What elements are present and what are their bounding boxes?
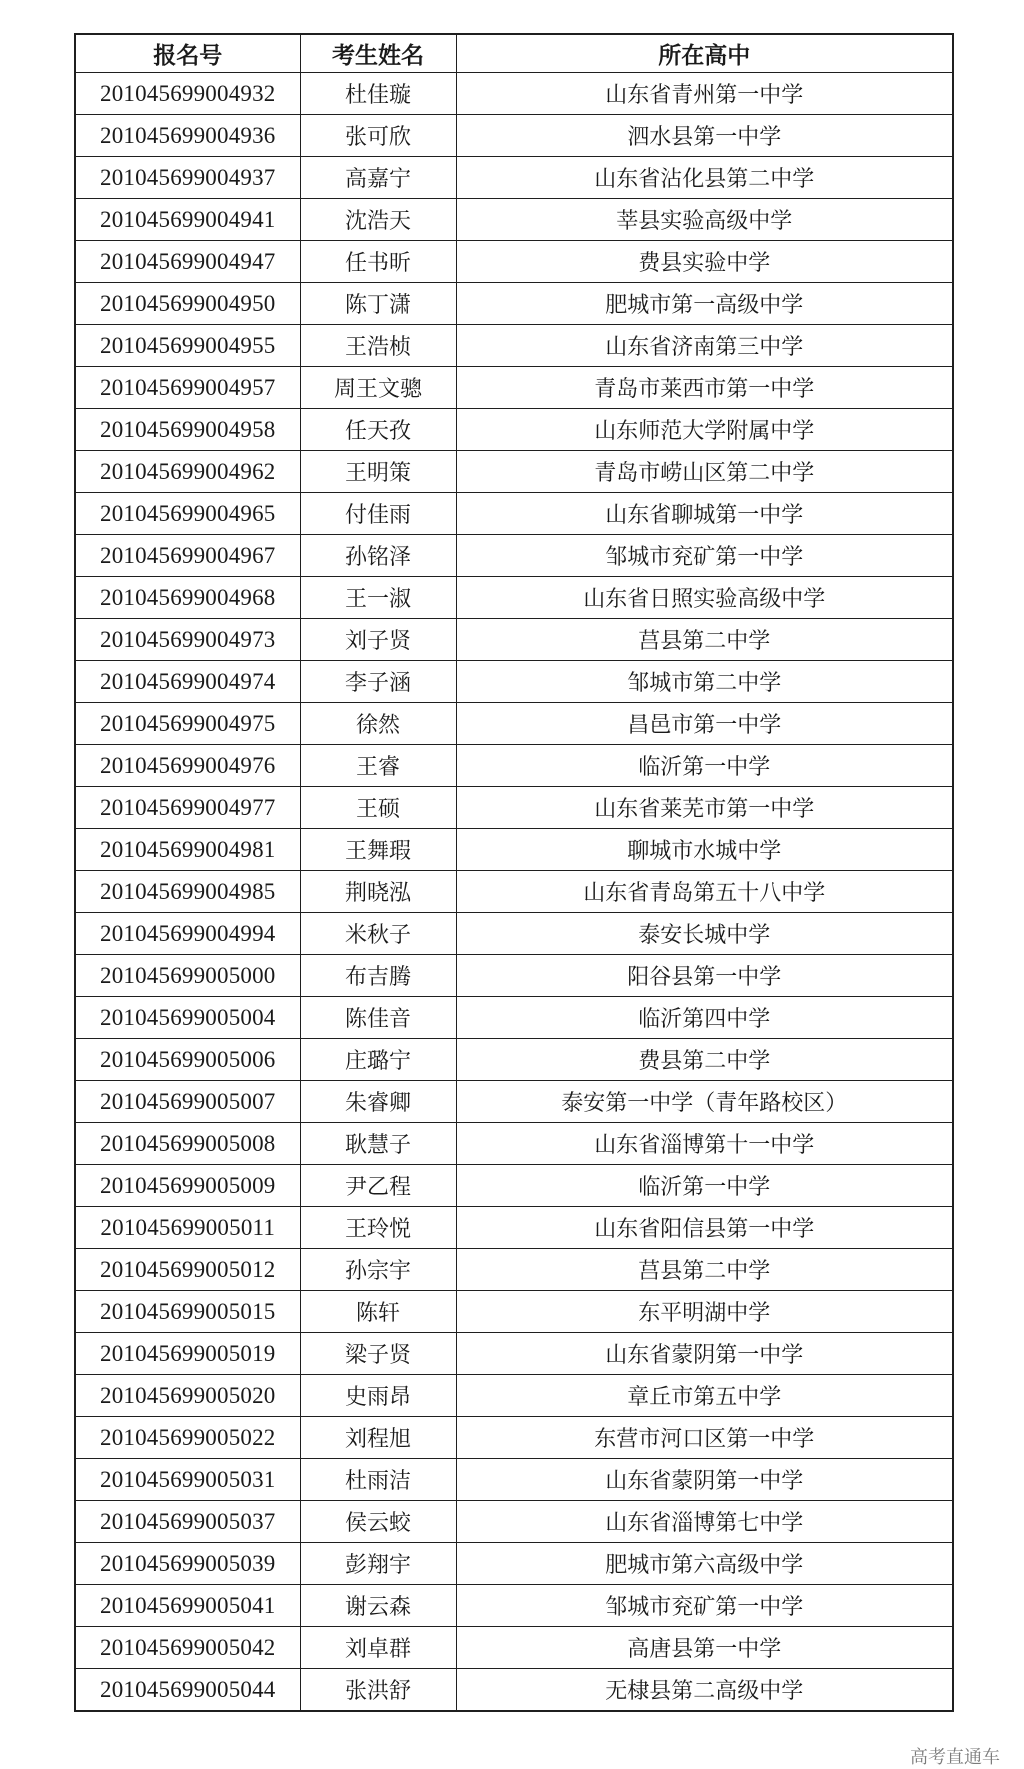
high-school-cell: 东营市河口区第一中学 — [456, 1417, 953, 1459]
candidate-name-cell: 张洪舒 — [300, 1669, 456, 1712]
registration-number-cell: 201045699004965 — [75, 493, 300, 535]
header-registration-number: 报名号 — [75, 34, 300, 73]
registration-number-cell: 201045699004994 — [75, 913, 300, 955]
table-row — [75, 913, 953, 955]
candidate-name-cell: 沈浩天 — [300, 199, 456, 241]
table-row — [75, 1543, 953, 1585]
high-school-cell: 青岛市莱西市第一中学 — [456, 367, 953, 409]
high-school-cell: 山东省蒙阴第一中学 — [456, 1333, 953, 1375]
high-school-cell: 泰安长城中学 — [456, 913, 953, 955]
registration-number-cell: 201045699005044 — [75, 1669, 300, 1712]
table-row — [75, 829, 953, 871]
table-row — [75, 703, 953, 745]
candidate-name-cell: 侯云蛟 — [300, 1501, 456, 1543]
table-body — [75, 73, 953, 1712]
registration-number-cell: 201045699005004 — [75, 997, 300, 1039]
high-school-cell: 聊城市水城中学 — [456, 829, 953, 871]
table-row — [75, 1123, 953, 1165]
table-row — [75, 1207, 953, 1249]
table-row — [75, 493, 953, 535]
registration-number-cell: 201045699005008 — [75, 1123, 300, 1165]
candidate-name-cell: 梁子贤 — [300, 1333, 456, 1375]
table-row — [75, 1459, 953, 1501]
table-row — [75, 1627, 953, 1669]
table-row — [75, 535, 953, 577]
high-school-cell: 邹城市兖矿第一中学 — [456, 1585, 953, 1627]
high-school-cell: 费县实验中学 — [456, 241, 953, 283]
high-school-cell: 昌邑市第一中学 — [456, 703, 953, 745]
registration-number-cell: 201045699004955 — [75, 325, 300, 367]
candidate-name-cell: 徐然 — [300, 703, 456, 745]
table-row — [75, 997, 953, 1039]
high-school-cell: 东平明湖中学 — [456, 1291, 953, 1333]
table-row — [75, 1333, 953, 1375]
high-school-cell: 泰安第一中学（青年路校区） — [456, 1081, 953, 1123]
table-row — [75, 1039, 953, 1081]
registration-number-cell: 201045699005042 — [75, 1627, 300, 1669]
candidate-name-cell: 史雨昂 — [300, 1375, 456, 1417]
high-school-cell: 山东省沾化县第二中学 — [456, 157, 953, 199]
candidate-name-cell: 尹乙程 — [300, 1165, 456, 1207]
registration-number-cell: 201045699005011 — [75, 1207, 300, 1249]
candidate-name-cell: 孙铭泽 — [300, 535, 456, 577]
registration-number-cell: 201045699004977 — [75, 787, 300, 829]
candidate-name-cell: 刘子贤 — [300, 619, 456, 661]
admission-list-table — [74, 33, 954, 1712]
table-header — [75, 34, 953, 73]
registration-number-cell: 201045699004936 — [75, 115, 300, 157]
high-school-cell: 山东师范大学附属中学 — [456, 409, 953, 451]
header-candidate-name: 考生姓名 — [300, 34, 456, 73]
candidate-name-cell: 王玲悦 — [300, 1207, 456, 1249]
high-school-cell: 邹城市兖矿第一中学 — [456, 535, 953, 577]
registration-number-cell: 201045699005006 — [75, 1039, 300, 1081]
high-school-cell: 莘县实验高级中学 — [456, 199, 953, 241]
table-row — [75, 1585, 953, 1627]
registration-number-cell: 201045699004937 — [75, 157, 300, 199]
registration-number-cell: 201045699004974 — [75, 661, 300, 703]
candidate-name-cell: 张可欣 — [300, 115, 456, 157]
candidate-name-cell: 孙宗宇 — [300, 1249, 456, 1291]
registration-number-cell: 201045699004932 — [75, 73, 300, 115]
registration-number-cell: 201045699004968 — [75, 577, 300, 619]
high-school-cell: 山东省青岛第五十八中学 — [456, 871, 953, 913]
high-school-cell: 临沂第四中学 — [456, 997, 953, 1039]
registration-number-cell: 201045699005041 — [75, 1585, 300, 1627]
high-school-cell: 肥城市第一高级中学 — [456, 283, 953, 325]
candidate-name-cell: 任天孜 — [300, 409, 456, 451]
table-row — [75, 1501, 953, 1543]
high-school-cell: 临沂第一中学 — [456, 1165, 953, 1207]
table-row — [75, 955, 953, 997]
table-row — [75, 283, 953, 325]
table-row — [75, 1669, 953, 1712]
candidate-name-cell: 耿慧子 — [300, 1123, 456, 1165]
registration-number-cell: 201045699005037 — [75, 1501, 300, 1543]
candidate-name-cell: 布吉腾 — [300, 955, 456, 997]
registration-number-cell: 201045699005020 — [75, 1375, 300, 1417]
table-row — [75, 619, 953, 661]
registration-number-cell: 201045699004973 — [75, 619, 300, 661]
high-school-cell: 泗水县第一中学 — [456, 115, 953, 157]
candidate-name-cell: 陈丁潇 — [300, 283, 456, 325]
table-row — [75, 1291, 953, 1333]
candidate-name-cell: 谢云森 — [300, 1585, 456, 1627]
registration-number-cell: 201045699005019 — [75, 1333, 300, 1375]
table-row — [75, 451, 953, 493]
high-school-cell: 无棣县第二高级中学 — [456, 1669, 953, 1712]
candidate-name-cell: 彭翔宇 — [300, 1543, 456, 1585]
registration-number-cell: 201045699004976 — [75, 745, 300, 787]
registration-number-cell: 201045699005031 — [75, 1459, 300, 1501]
registration-number-cell: 201045699004950 — [75, 283, 300, 325]
candidate-name-cell: 朱睿卿 — [300, 1081, 456, 1123]
high-school-cell: 山东省日照实验高级中学 — [456, 577, 953, 619]
watermark-text: 高考直通车 — [910, 1747, 1000, 1768]
candidate-name-cell: 刘卓群 — [300, 1627, 456, 1669]
registration-number-cell: 201045699005039 — [75, 1543, 300, 1585]
high-school-cell: 莒县第二中学 — [456, 1249, 953, 1291]
candidate-name-cell: 米秋子 — [300, 913, 456, 955]
high-school-cell: 山东省青州第一中学 — [456, 73, 953, 115]
high-school-cell: 山东省淄博第七中学 — [456, 1501, 953, 1543]
candidate-name-cell: 王一淑 — [300, 577, 456, 619]
registration-number-cell: 201045699005000 — [75, 955, 300, 997]
high-school-cell: 青岛市崂山区第二中学 — [456, 451, 953, 493]
candidate-name-cell: 王硕 — [300, 787, 456, 829]
table-row — [75, 787, 953, 829]
registration-number-cell: 201045699004957 — [75, 367, 300, 409]
high-school-cell: 山东省莱芜市第一中学 — [456, 787, 953, 829]
table-row — [75, 1249, 953, 1291]
registration-number-cell: 201045699004947 — [75, 241, 300, 283]
high-school-cell: 邹城市第二中学 — [456, 661, 953, 703]
high-school-cell: 山东省济南第三中学 — [456, 325, 953, 367]
high-school-cell: 山东省蒙阴第一中学 — [456, 1459, 953, 1501]
candidate-name-cell: 陈轩 — [300, 1291, 456, 1333]
high-school-cell: 山东省阳信县第一中学 — [456, 1207, 953, 1249]
candidate-name-cell: 王睿 — [300, 745, 456, 787]
table-row — [75, 871, 953, 913]
table-row — [75, 1417, 953, 1459]
registration-number-cell: 201045699004975 — [75, 703, 300, 745]
candidate-name-cell: 杜雨洁 — [300, 1459, 456, 1501]
table-row — [75, 1165, 953, 1207]
high-school-cell: 临沂第一中学 — [456, 745, 953, 787]
candidate-name-cell: 周王文骢 — [300, 367, 456, 409]
registration-number-cell: 201045699004962 — [75, 451, 300, 493]
table-row — [75, 115, 953, 157]
table-row — [75, 661, 953, 703]
candidate-name-cell: 任书昕 — [300, 241, 456, 283]
high-school-cell: 山东省淄博第十一中学 — [456, 1123, 953, 1165]
high-school-cell: 费县第二中学 — [456, 1039, 953, 1081]
table-row — [75, 325, 953, 367]
candidate-name-cell: 陈佳音 — [300, 997, 456, 1039]
table-row — [75, 73, 953, 115]
header-row — [75, 34, 953, 73]
registration-number-cell: 201045699004958 — [75, 409, 300, 451]
high-school-cell: 高唐县第一中学 — [456, 1627, 953, 1669]
high-school-cell: 阳谷县第一中学 — [456, 955, 953, 997]
candidate-name-cell: 付佳雨 — [300, 493, 456, 535]
high-school-cell: 章丘市第五中学 — [456, 1375, 953, 1417]
table-row — [75, 1081, 953, 1123]
table-row — [75, 367, 953, 409]
candidate-name-cell: 王明策 — [300, 451, 456, 493]
registration-number-cell: 201045699005015 — [75, 1291, 300, 1333]
candidate-name-cell: 刘程旭 — [300, 1417, 456, 1459]
registration-number-cell: 201045699005012 — [75, 1249, 300, 1291]
high-school-cell: 莒县第二中学 — [456, 619, 953, 661]
registration-number-cell: 201045699005009 — [75, 1165, 300, 1207]
candidate-name-cell: 王浩桢 — [300, 325, 456, 367]
table-row — [75, 241, 953, 283]
candidate-name-cell: 王舞瑕 — [300, 829, 456, 871]
table-row — [75, 1375, 953, 1417]
high-school-cell: 山东省聊城第一中学 — [456, 493, 953, 535]
high-school-cell: 肥城市第六高级中学 — [456, 1543, 953, 1585]
registration-number-cell: 201045699004941 — [75, 199, 300, 241]
candidate-name-cell: 庄璐宁 — [300, 1039, 456, 1081]
table-row — [75, 199, 953, 241]
candidate-name-cell: 荆晓泓 — [300, 871, 456, 913]
registration-number-cell: 201045699005022 — [75, 1417, 300, 1459]
table-row — [75, 157, 953, 199]
registration-number-cell: 201045699004981 — [75, 829, 300, 871]
candidate-name-cell: 高嘉宁 — [300, 157, 456, 199]
registration-number-cell: 201045699005007 — [75, 1081, 300, 1123]
table-row — [75, 409, 953, 451]
candidate-name-cell: 杜佳璇 — [300, 73, 456, 115]
table-row — [75, 577, 953, 619]
registration-number-cell: 201045699004985 — [75, 871, 300, 913]
header-high-school: 所在高中 — [456, 34, 953, 73]
registration-number-cell: 201045699004967 — [75, 535, 300, 577]
table-row — [75, 745, 953, 787]
candidate-name-cell: 李子涵 — [300, 661, 456, 703]
